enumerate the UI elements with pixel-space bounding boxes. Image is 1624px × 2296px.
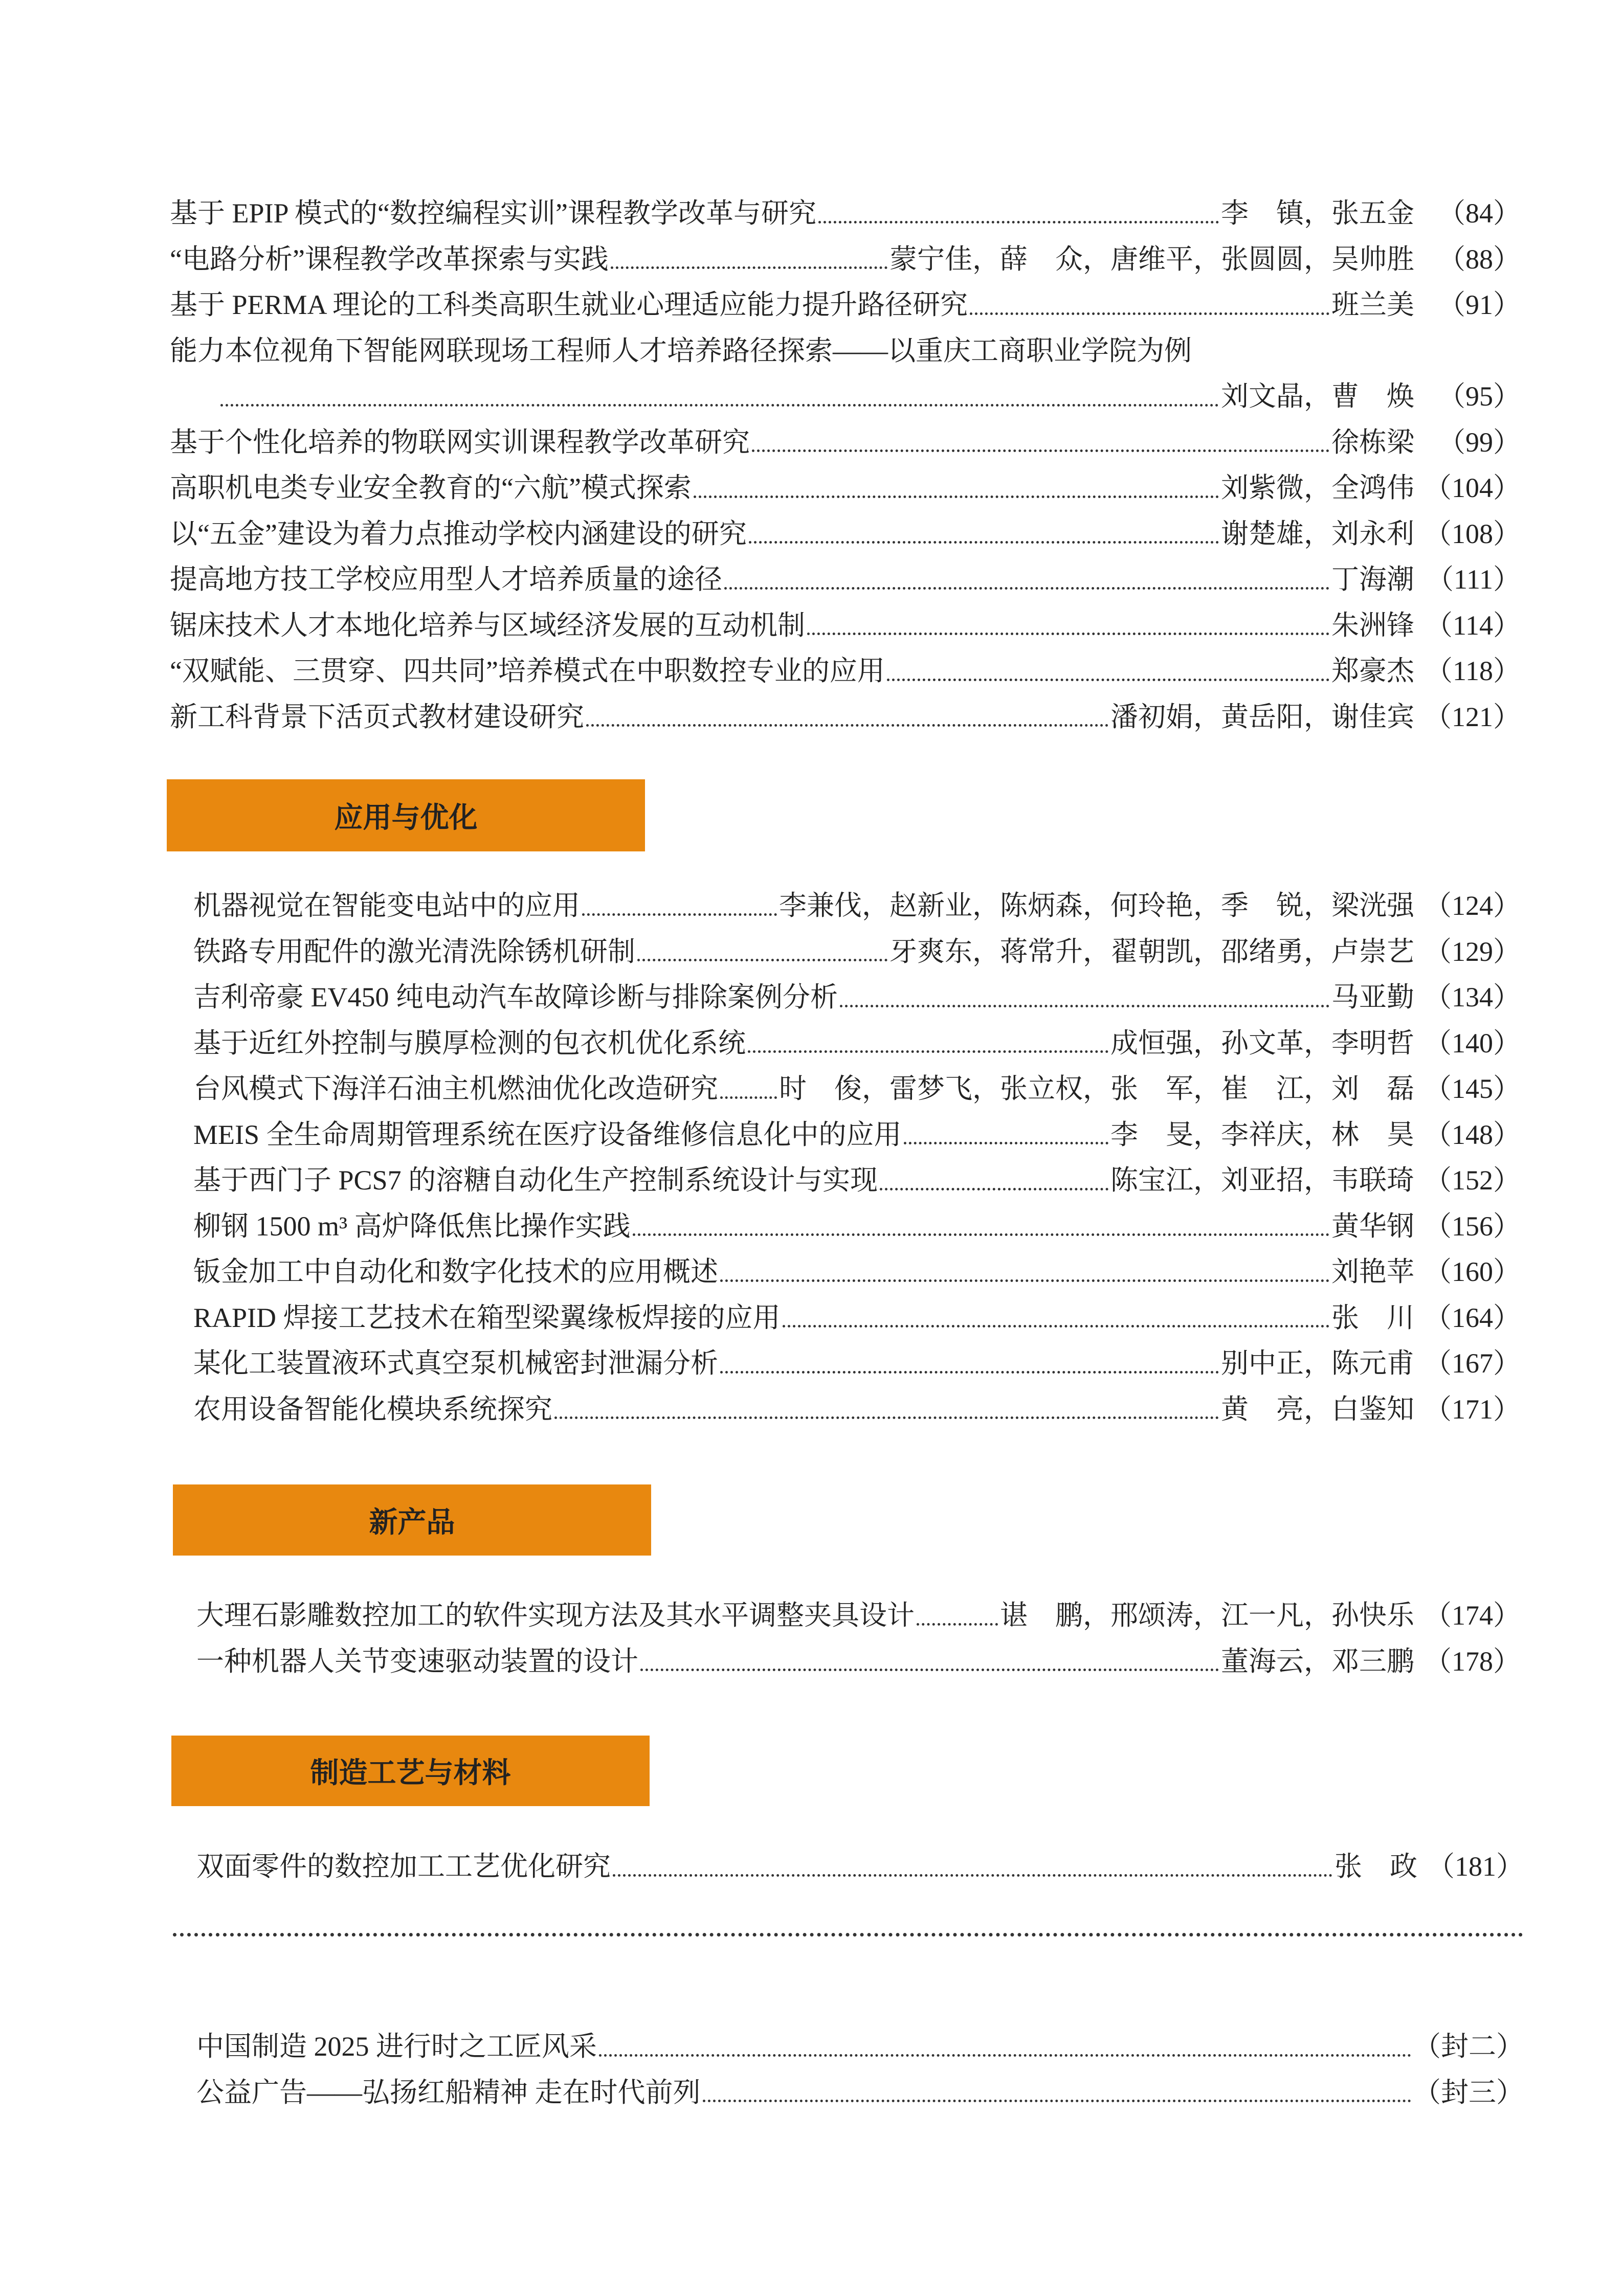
toc-entry[interactable] bbox=[193, 1295, 1521, 1341]
leader-dots bbox=[633, 1233, 1329, 1236]
entry-title: “双赋能、三贯穿、四共同”培养模式在中职数控专业的应用 bbox=[170, 656, 885, 686]
entry-author: 李 旻，李祥庆，林 昊 bbox=[1110, 1119, 1414, 1150]
entry-page: （178） bbox=[1424, 1646, 1521, 1677]
leader-dots bbox=[880, 1188, 1108, 1190]
entry-title: 锯床技术人才本地化培养与区域经济发展的互动机制 bbox=[170, 610, 805, 641]
entry-author: 马亚勤 bbox=[1331, 982, 1414, 1012]
leader-dots bbox=[724, 587, 1329, 590]
toc-entry[interactable] bbox=[170, 557, 1521, 603]
leader-dots bbox=[582, 913, 777, 916]
entry-page: （181） bbox=[1427, 1851, 1524, 1882]
entry-page: （99） bbox=[1438, 426, 1521, 458]
leader-dots bbox=[220, 404, 1219, 407]
entry-page: （封三） bbox=[1413, 2077, 1524, 2108]
entry-title: 中国制造 2025 进行时之工匠风采 bbox=[196, 2031, 597, 2062]
entry-title: “电路分析”课程教学改革探索与实践 bbox=[170, 243, 609, 275]
leader-dots bbox=[748, 1050, 1108, 1053]
entry-title: 铁路专用配件的激光清洗除锈机研制 bbox=[193, 936, 635, 967]
entry-author: 丁海潮 bbox=[1331, 564, 1414, 595]
entry-author: 成恒强，孙文革，李明哲 bbox=[1110, 1027, 1414, 1059]
entry-author: 刘紫微，全鸿伟 bbox=[1221, 472, 1414, 503]
entry-title: 新工科背景下活页式教材建设研究 bbox=[170, 701, 584, 732]
leader-dots bbox=[840, 1005, 1329, 1007]
toc-entry[interactable] bbox=[193, 1112, 1521, 1158]
toc-entry[interactable] bbox=[170, 282, 1521, 328]
section-heading-new-products: 新产品 bbox=[173, 1484, 651, 1556]
entry-page: （167） bbox=[1424, 1348, 1521, 1379]
entry-page: （152） bbox=[1424, 1165, 1521, 1196]
entry-title: 一种机器人关节变速驱动装置的设计 bbox=[196, 1646, 638, 1677]
entry-author: 潘初娟，黄岳阳，谢佳宾 bbox=[1110, 701, 1414, 732]
entry-author: 班兰美 bbox=[1331, 289, 1414, 320]
toc-section-application-optimization bbox=[193, 883, 1521, 1432]
toc-entry[interactable] bbox=[196, 2024, 1524, 2070]
entry-author: 刘文晶，曹 焕 bbox=[1221, 381, 1414, 412]
toc-entry[interactable] bbox=[170, 328, 1521, 374]
entry-page: （84） bbox=[1438, 198, 1521, 229]
entry-author: 张 川 bbox=[1331, 1302, 1414, 1333]
entry-author: 黄 亮，白鉴知 bbox=[1221, 1393, 1414, 1425]
section-heading-manufacturing-materials: 制造工艺与材料 bbox=[171, 1736, 650, 1806]
toc-entry[interactable] bbox=[170, 465, 1521, 511]
leader-dots bbox=[720, 1279, 1329, 1282]
leader-dots bbox=[694, 496, 1219, 498]
toc-entry[interactable] bbox=[170, 603, 1521, 649]
toc-entry[interactable] bbox=[193, 929, 1521, 975]
toc-section-new-products bbox=[196, 1593, 1521, 1684]
toc-entry[interactable] bbox=[193, 883, 1521, 929]
leader-dots bbox=[783, 1325, 1329, 1327]
toc-entry-continuation bbox=[170, 374, 1521, 420]
entry-title: 高职机电类专业安全教育的“六航”模式探索 bbox=[170, 472, 692, 503]
entry-author: 徐栋梁 bbox=[1331, 426, 1414, 458]
entry-page: （140） bbox=[1424, 1027, 1521, 1059]
toc-entry[interactable] bbox=[196, 2070, 1524, 2116]
leader-dots bbox=[749, 541, 1219, 544]
toc-entry[interactable] bbox=[170, 648, 1521, 694]
entry-title: MEIS 全生命周期管理系统在医疗设备维修信息化中的应用 bbox=[193, 1119, 902, 1150]
entry-page: （174） bbox=[1424, 1600, 1521, 1631]
entry-page: （148） bbox=[1424, 1119, 1521, 1150]
entry-page: （111） bbox=[1426, 564, 1521, 595]
leader-dots bbox=[613, 1874, 1332, 1877]
toc-entry[interactable] bbox=[193, 1387, 1521, 1433]
leader-dots bbox=[640, 1669, 1219, 1671]
entry-author: 牙爽东，蒋常升，翟朝凯，邵绪勇，卢崇艺 bbox=[889, 936, 1414, 967]
entry-title: 钣金加工中自动化和数字化技术的应用概述 bbox=[193, 1256, 718, 1287]
leader-dots bbox=[637, 959, 887, 961]
entry-page: （95） bbox=[1438, 381, 1521, 412]
entry-page: （104） bbox=[1424, 472, 1521, 503]
leader-dots bbox=[554, 1416, 1219, 1419]
entry-title: 某化工装置液环式真空泵机械密封泄漏分析 bbox=[193, 1348, 718, 1379]
entry-page: （160） bbox=[1424, 1256, 1521, 1287]
toc-entry[interactable] bbox=[170, 420, 1521, 466]
entry-page: （171） bbox=[1424, 1393, 1521, 1425]
entry-title: 基于 EPIP 模式的“数控编程实训”课程教学改革与研究 bbox=[170, 198, 816, 229]
leader-dots bbox=[904, 1142, 1108, 1144]
entry-title: 双面零件的数控加工工艺优化研究 bbox=[196, 1851, 611, 1882]
entry-page: （118） bbox=[1425, 656, 1521, 686]
entry-title: 基于个性化培养的物联网实训课程教学改革研究 bbox=[170, 426, 750, 458]
toc-entry[interactable] bbox=[170, 694, 1521, 740]
entry-page: （91） bbox=[1438, 289, 1521, 320]
entry-title: 台风模式下海洋石油主机燃油优化改造研究 bbox=[193, 1073, 718, 1104]
leader-dots bbox=[752, 449, 1329, 452]
entry-author: 张 政 bbox=[1334, 1851, 1417, 1882]
leader-dots bbox=[807, 633, 1329, 635]
entry-page: （108） bbox=[1424, 518, 1521, 549]
entry-page: （145） bbox=[1424, 1073, 1521, 1104]
entry-title: 农用设备智能化模块系统探究 bbox=[193, 1393, 552, 1425]
toc-entry[interactable] bbox=[196, 1844, 1524, 1890]
leader-dots bbox=[586, 724, 1108, 727]
entry-title: 大理石影雕数控加工的软件实现方法及其水平调整夹具设计 bbox=[196, 1600, 915, 1631]
toc-entry[interactable] bbox=[193, 1066, 1521, 1112]
entry-page: （129） bbox=[1424, 936, 1521, 967]
leader-dots bbox=[887, 679, 1329, 681]
entry-author: 谢楚雄，刘永利 bbox=[1221, 518, 1414, 549]
entry-title: 机器视觉在智能变电站中的应用 bbox=[193, 890, 580, 921]
toc-section-general bbox=[170, 191, 1521, 740]
toc-section-covers bbox=[196, 2024, 1524, 2115]
leader-dots bbox=[611, 266, 887, 269]
entry-title: 提高地方技工学校应用型人才培养质量的途径 bbox=[170, 564, 722, 595]
entry-title: 柳钢 1500 m³ 高炉降低焦比操作实践 bbox=[193, 1210, 631, 1242]
entry-page: （164） bbox=[1424, 1302, 1521, 1333]
entry-page: （121） bbox=[1424, 701, 1521, 732]
toc-entry[interactable] bbox=[193, 1341, 1521, 1387]
leader-dots bbox=[720, 1096, 777, 1099]
entry-title: 公益广告——弘扬红船精神 走在时代前列 bbox=[196, 2077, 701, 2108]
entry-author: 谌 鹏，邢颂涛，江一凡，孙快乐 bbox=[1000, 1600, 1414, 1631]
entry-author: 董海云，邓三鹏 bbox=[1221, 1646, 1414, 1677]
section-heading-application-optimization: 应用与优化 bbox=[167, 779, 645, 851]
toc-entry[interactable] bbox=[193, 975, 1521, 1021]
entry-author: 郑豪杰 bbox=[1331, 656, 1414, 686]
entry-author: 蒙宁佳，薛 众，唐维平，张圆圆，吴帅胜 bbox=[889, 243, 1414, 275]
entry-page: （114） bbox=[1425, 610, 1521, 641]
entry-author: 黄华钢 bbox=[1331, 1210, 1414, 1242]
entry-title: 吉利帝豪 EV450 纯电动汽车故障诊断与排除案例分析 bbox=[193, 982, 838, 1012]
toc-entry[interactable] bbox=[196, 1593, 1521, 1639]
toc-entry[interactable] bbox=[193, 1204, 1521, 1250]
toc-entry[interactable] bbox=[170, 511, 1521, 557]
toc-entry[interactable] bbox=[170, 237, 1521, 283]
toc-entry[interactable] bbox=[193, 1249, 1521, 1295]
dotted-separator bbox=[173, 1933, 1523, 1937]
entry-title: 基于 PERMA 理论的工科类高职生就业心理适应能力提升路径研究 bbox=[170, 289, 968, 320]
entry-page: （88） bbox=[1438, 243, 1521, 275]
entry-author: 朱洲锋 bbox=[1331, 610, 1414, 641]
toc-entry[interactable] bbox=[193, 1021, 1521, 1067]
entry-author: 刘艳苹 bbox=[1331, 1256, 1414, 1287]
entry-page: （封二） bbox=[1413, 2031, 1524, 2062]
entry-author: 别中正，陈元甫 bbox=[1221, 1348, 1414, 1379]
entry-page: （134） bbox=[1424, 982, 1521, 1012]
leader-dots bbox=[703, 2100, 1412, 2102]
leader-dots bbox=[599, 2054, 1411, 2057]
leader-dots bbox=[818, 221, 1219, 223]
leader-dots bbox=[917, 1623, 998, 1626]
toc-entry[interactable] bbox=[196, 1639, 1521, 1685]
entry-title: 基于近红外控制与膜厚检测的包衣机优化系统 bbox=[193, 1027, 746, 1059]
entry-page: （124） bbox=[1424, 890, 1521, 921]
entry-title: 以“五金”建设为着力点推动学校内涵建设的研究 bbox=[170, 518, 747, 549]
entry-title: RAPID 焊接工艺技术在箱型梁翼缘板焊接的应用 bbox=[193, 1302, 781, 1333]
toc-entry[interactable] bbox=[193, 1158, 1521, 1204]
entry-title: 基于西门子 PCS7 的溶糖自动化生产控制系统设计与实现 bbox=[193, 1165, 878, 1196]
leader-dots bbox=[970, 312, 1329, 315]
entry-title: 能力本位视角下智能网联现场工程师人才培养路径探索——以重庆工商职业学院为例 bbox=[170, 335, 1192, 366]
leader-dots bbox=[720, 1371, 1219, 1374]
entry-author: 李兼伐，赵新业，陈炳森，何玲艳，季 锐，梁洸强 bbox=[779, 890, 1414, 921]
entry-author: 陈宝江，刘亚招，韦联琦 bbox=[1110, 1165, 1414, 1196]
entry-author: 时 俊，雷梦飞，张立权，张 军，崔 江，刘 磊 bbox=[779, 1073, 1414, 1104]
toc-section-manufacturing-materials bbox=[196, 1844, 1524, 1890]
toc-entry[interactable] bbox=[170, 191, 1521, 237]
entry-page: （156） bbox=[1424, 1210, 1521, 1242]
entry-author: 李 镇，张五金 bbox=[1221, 198, 1414, 229]
